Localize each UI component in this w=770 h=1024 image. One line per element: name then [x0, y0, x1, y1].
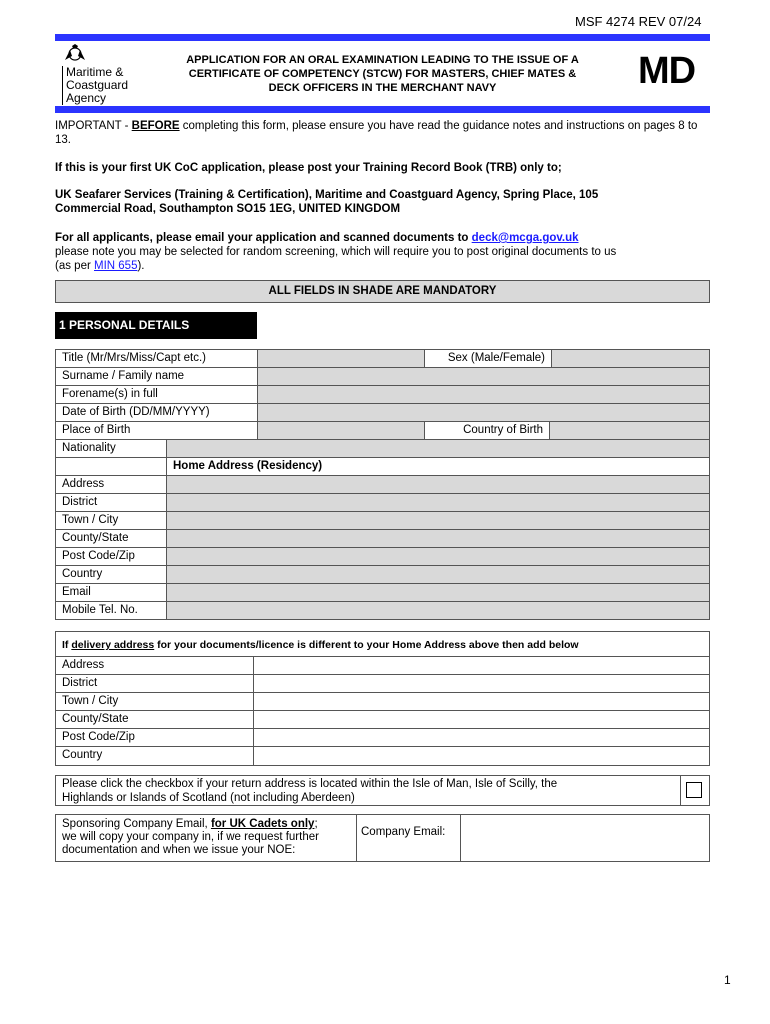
form-title	[145, 53, 620, 95]
delivery-underlined: delivery address	[71, 639, 155, 651]
nationality-label: Nationality	[55, 439, 167, 458]
sponsor-line-3: documentation and when we issue your NOE:	[62, 844, 296, 856]
dob-label: Date of Birth (DD/MM/YYYY)	[55, 403, 258, 422]
home-town-label: Town / City	[55, 511, 167, 530]
sponsor-prefix: Sponsoring Company Email,	[62, 818, 211, 830]
delivery-town-input[interactable]	[253, 692, 710, 711]
delivery-country-label: Country	[55, 746, 254, 766]
min-suffix: ).	[137, 260, 145, 272]
important-prefix: IMPORTANT -	[55, 120, 132, 132]
home-address-spacer	[55, 457, 167, 476]
delivery-town-label: Town / City	[55, 692, 254, 711]
min-655-link[interactable]: MIN 655	[94, 260, 138, 272]
company-email-label: Company Email:	[361, 826, 446, 838]
forenames-label: Forename(s) in full	[55, 385, 258, 404]
delivery-prefix: If	[62, 639, 72, 651]
home-district-label: District	[55, 493, 167, 512]
email-prefix: For all applicants, please email your application and scanned documents to	[55, 232, 472, 244]
sponsor-line-2: we will copy your company in, if we request further	[62, 831, 319, 843]
mobile-input[interactable]	[166, 601, 710, 620]
delivery-district-label: District	[55, 674, 254, 693]
return-address-text	[62, 777, 557, 805]
surname-input[interactable]	[257, 367, 710, 386]
section-1-heading: 1 PERSONAL DETAILS	[55, 312, 257, 339]
sponsor-suffix: ;	[314, 818, 318, 830]
home-country-label: Country	[55, 565, 167, 584]
dob-input[interactable]	[257, 403, 710, 422]
home-county-input[interactable]	[166, 529, 710, 548]
important-notice	[55, 119, 715, 147]
logo-line-3: Agency	[66, 91, 107, 105]
postal-address-line-2: Commercial Road, Southampton SO15 1EG, UNITED KINGDOM	[55, 203, 401, 215]
place-of-birth-label: Place of Birth	[55, 421, 258, 440]
home-address-heading: Home Address (Residency)	[166, 457, 710, 476]
country-of-birth-label: Country of Birth	[424, 421, 550, 440]
postal-address	[55, 188, 715, 216]
home-town-input[interactable]	[166, 511, 710, 530]
postal-address-line-1: UK Seafarer Services (Training & Certification), Maritime and Coastguard Agency, Spring Place, 105	[55, 189, 599, 201]
sponsor-text	[62, 818, 319, 857]
form-reference: MSF 4274 REV 07/24	[575, 14, 702, 29]
delivery-address-input[interactable]	[253, 656, 710, 675]
delivery-postcode-label: Post Code/Zip	[55, 728, 254, 747]
forenames-input[interactable]	[257, 385, 710, 404]
email-label: Email	[55, 583, 167, 602]
company-email-input[interactable]	[460, 814, 710, 862]
home-address-input[interactable]	[166, 475, 710, 494]
return-address-checkbox[interactable]	[686, 782, 702, 798]
email-instructions	[55, 231, 715, 273]
min-prefix: (as per	[55, 260, 94, 272]
home-postcode-input[interactable]	[166, 547, 710, 566]
title-line-2: CERTIFICATE OF COMPETENCY (STCW) FOR MASTERS, CHIEF MATES &	[188, 68, 577, 80]
return-address-line-2: Highlands or Islands of Scotland (not including Aberdeen)	[62, 792, 355, 804]
delivery-district-input[interactable]	[253, 674, 710, 693]
title-label: Title (Mr/Mrs/Miss/Capt etc.)	[55, 349, 258, 368]
return-address-line-1: Please click the checkbox if your return address is located within the Isle of Man, Isle of Scilly, the	[62, 778, 558, 790]
sex-label: Sex (Male/Female)	[424, 349, 552, 368]
home-country-input[interactable]	[166, 565, 710, 584]
agency-logo-text	[62, 66, 128, 105]
logo-line-1: Maritime &	[66, 65, 124, 79]
delivery-county-input[interactable]	[253, 710, 710, 729]
page-number: 1	[724, 973, 731, 987]
company-email-label-cell	[356, 814, 461, 862]
surname-label: Surname / Family name	[55, 367, 258, 386]
email-link[interactable]: deck@mcga.gov.uk	[471, 232, 579, 244]
sponsor-underlined: for UK Cadets only	[210, 818, 315, 830]
delivery-address-label: Address	[55, 656, 254, 675]
mandatory-banner: ALL FIELDS IN SHADE ARE MANDATORY	[55, 280, 710, 303]
place-of-birth-input[interactable]	[257, 421, 425, 440]
home-district-input[interactable]	[166, 493, 710, 512]
country-of-birth-input[interactable]	[549, 421, 710, 440]
sex-input[interactable]	[551, 349, 710, 368]
home-postcode-label: Post Code/Zip	[55, 547, 167, 566]
title-line-1: APPLICATION FOR AN ORAL EXAMINATION LEADING TO THE ISSUE OF A	[186, 54, 579, 66]
screening-note: please note you may be selected for random screening, which will require you to post original documents to us	[55, 246, 617, 258]
logo-line-2: Coastguard	[66, 78, 129, 92]
form-code: MD	[638, 50, 696, 92]
email-input[interactable]	[166, 583, 710, 602]
delivery-rest: for your documents/licence is different to your Home Address above then add below	[154, 639, 579, 651]
important-rest: completing this form, please ensure you have read the guidance notes and instructions on pages 8 to 13.	[55, 120, 698, 146]
title-input[interactable]	[257, 349, 425, 368]
first-application-note: If this is your first UK CoC application, please post your Training Record Book (TRB) only to;	[55, 162, 562, 174]
home-address-label: Address	[55, 475, 167, 494]
delivery-postcode-input[interactable]	[253, 728, 710, 747]
delivery-county-label: County/State	[55, 710, 254, 729]
mobile-label: Mobile Tel. No.	[55, 601, 167, 620]
top-blue-rule	[55, 34, 710, 41]
title-line-3: DECK OFFICERS IN THE MERCHANT NAVY	[268, 82, 497, 94]
important-before: BEFORE	[131, 120, 180, 132]
bottom-blue-rule	[55, 106, 710, 113]
delivery-address-heading	[55, 631, 710, 657]
nationality-input[interactable]	[166, 439, 710, 458]
royal-crest-icon	[62, 44, 88, 64]
delivery-country-input[interactable]	[253, 746, 710, 766]
home-county-label: County/State	[55, 529, 167, 548]
